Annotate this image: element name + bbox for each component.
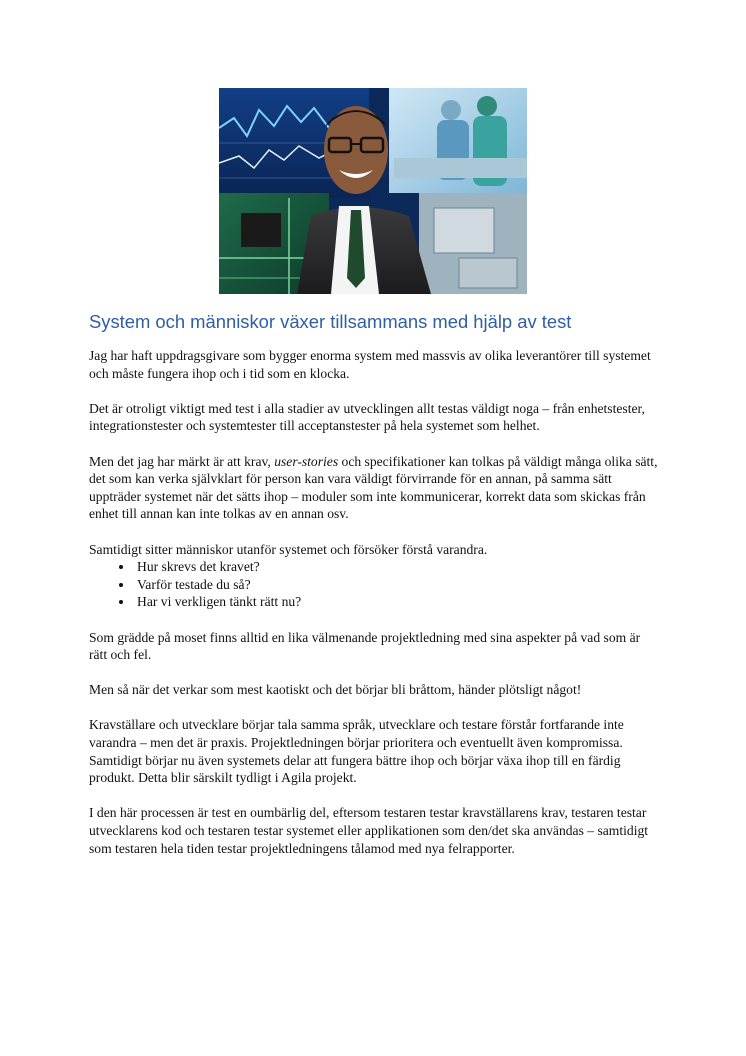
surgeon-head-2 [477, 96, 497, 116]
question-list [89, 558, 661, 611]
paragraph: Men så när det verkar som mest kaotiskt och det börjar bli bråttom, händer plötsligt något! [89, 682, 582, 698]
operating-table [394, 158, 527, 178]
article-body [89, 347, 661, 875]
page-title: System och människor växer tillsammans med hjälp av test [89, 311, 572, 332]
emphasis-text: user-stories [274, 453, 339, 469]
paragraph: Samtidigt sitter människor utanför systemet och försöker förstå varandra. [89, 541, 488, 557]
paragraph [89, 453, 661, 523]
lab-device [434, 208, 494, 253]
list-item: • Har vi verkligen tänkt rätt nu? [134, 593, 661, 611]
surgeon-head [441, 100, 461, 120]
list-item: • Varför testade du så? [134, 576, 661, 594]
paragraph: Kravställare och utvecklare börjar tala samma språk, utvecklare och testare förstår fortfarande inte varandra – men det är praxis. Projektledningen börjar prioritera och eventuellt även kompromissa. Samtidigt börjar nu även systemets delar att fungera bättre ihop och börjar växa ihop till en färdig produkt. Detta blir särskilt tydligt i Agila projekt. [89, 717, 624, 786]
lab-device-2 [459, 258, 517, 288]
hero-collage [219, 88, 527, 294]
paragraph: Det är otroligt viktigt med test i alla stadier av utvecklingen allt testas väldigt noga – från enhetstester, integrationstester och systemtester till acceptanstester på hela systemet som helhet. [89, 400, 645, 434]
paragraph: Som grädde på moset finns alltid en lika välmenande projektledning med sina aspekter på vad som är rätt och fel. [89, 629, 641, 663]
paragraph-text: Men det jag har märkt är att krav, [89, 453, 275, 469]
hero-image [219, 88, 527, 294]
paragraph-text: och specifikationer kan tolkas på väldigt många olika sätt, det som kan verka självklart för person kan vara väldigt förvirrande för en annan, på samma sätt uppträder systemet när det sätts ihop – moduler som inte kommunicerar, korrekt data som skickas från enhet till annan kan inte tolkas av en annan osv. [89, 453, 658, 522]
chip [241, 213, 281, 247]
paragraph: I den här processen är test en oumbärlig del, eftersom testaren testar kravställarens krav, testaren testar utvecklarens kod och testaren testar systemet eller applikationen som den/det ska användas – samtidigt som testaren hela tiden testar projektledningens tålamod med nya felrapporter. [89, 805, 649, 856]
paragraph: Jag har haft uppdragsgivare som bygger enorma system med massvis av olika leverantörer till systemet och måste fungera ihop och i tid som en klocka. [89, 348, 651, 381]
list-item: • Hur skrevs det kravet? [134, 558, 661, 576]
